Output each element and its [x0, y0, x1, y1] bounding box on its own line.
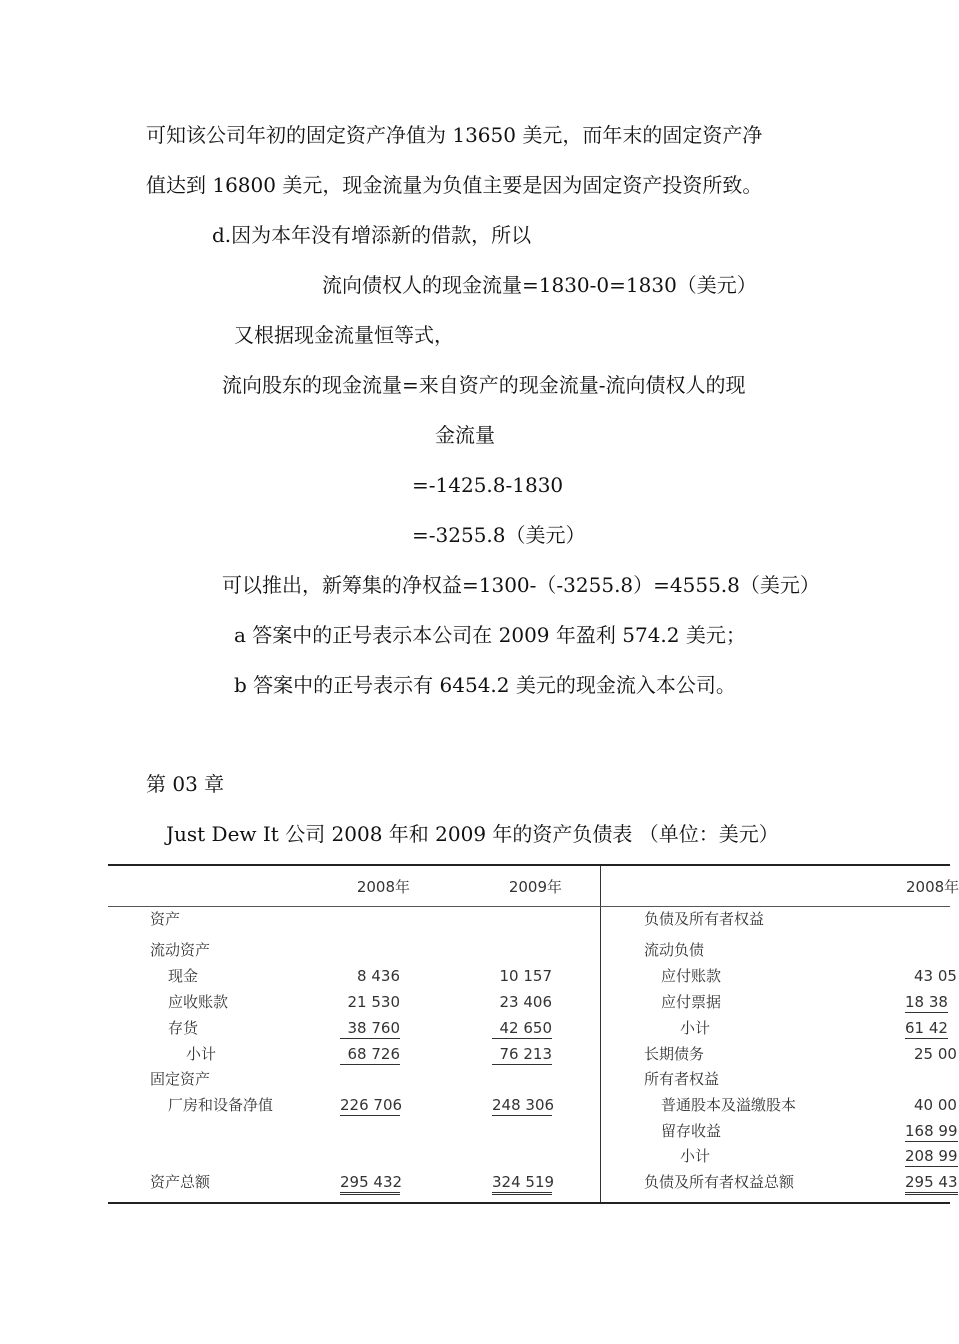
receivables-2008: 21 530 [347, 993, 400, 1011]
balance-sheet-table [108, 864, 959, 1204]
retained-earnings-2008: 168 99 [905, 1122, 958, 1140]
current-subtotal-2008: 68 726 [340, 1044, 400, 1065]
paragraph-line-4: 流向债权人的现金流量=1830-0=1830（美元） [322, 273, 757, 297]
table-title: Just Dew It 公司 2008 年和 2009 年的资产负债表 （单位：美元） [166, 822, 779, 846]
equity-subtotal-label: 小计 [680, 1147, 711, 1165]
notes-2008: 18 38 [905, 993, 948, 1011]
notes-label: 应付票据 [661, 993, 722, 1011]
payables-label: 应付账款 [661, 967, 722, 985]
inventory-2008: 38 760 [340, 1018, 400, 1039]
liab-subtotal-2008: 61 42 [905, 1019, 948, 1037]
header-2009-left: 2009年 [508, 878, 562, 896]
paragraph-line-9: =-3255.8（美元） [412, 523, 586, 547]
paragraph-line-12: b 答案中的正号表示有 6454.2 美元的现金流入本公司。 [234, 673, 736, 697]
cash-2009: 10 157 [499, 967, 552, 985]
liab-subtotal-label: 小计 [680, 1019, 711, 1037]
inventory-label: 存货 [168, 1019, 199, 1037]
liab-equity-label: 负债及所有者权益 [644, 910, 765, 928]
paragraph-line-7: 金流量 [435, 423, 495, 447]
total-assets-2008: 295 432 [340, 1172, 400, 1195]
header-2008-left: 2008年 [356, 878, 410, 896]
cash-label: 现金 [168, 967, 199, 985]
header-divider [108, 906, 950, 907]
receivables-label: 应收账款 [168, 993, 229, 1011]
ppe-label: 厂房和设备净值 [168, 1096, 274, 1114]
retained-earnings-label: 留存收益 [661, 1122, 722, 1140]
lt-debt-2008: 25 00 [914, 1045, 957, 1063]
paragraph-line-1: 可知该公司年初的固定资产净值为 13650 美元，而年末的固定资产净 [146, 123, 763, 147]
lt-debt-label: 长期债务 [644, 1045, 705, 1063]
chapter-heading: 第 03 章 [146, 772, 225, 796]
paragraph-line-5: 又根据现金流量恒等式， [234, 323, 454, 347]
current-liab-label: 流动负债 [644, 941, 705, 959]
cash-2008: 8 436 [357, 967, 400, 985]
ppe-2009: 248 306 [492, 1096, 555, 1114]
receivables-2009: 23 406 [499, 993, 552, 1011]
paragraph-line-2: 值达到 16800 美元，现金流量为负值主要是因为固定资产投资所致。 [146, 173, 763, 197]
current-subtotal-2009: 76 213 [492, 1044, 552, 1065]
equity-label: 所有者权益 [644, 1070, 720, 1088]
total-liab-equity-2008: 295 43 [905, 1172, 958, 1195]
ppe-2008: 226 706 [340, 1096, 403, 1114]
total-liab-equity-label: 负债及所有者权益总额 [644, 1173, 795, 1191]
fixed-assets-label: 固定资产 [150, 1070, 211, 1088]
paragraph-line-6: 流向股东的现金流量=来自资产的现金流量-流向债权人的现 [222, 373, 746, 397]
paragraph-line-3: d.因为本年没有增添新的借款，所以 [212, 223, 532, 247]
paragraph-line-11: a 答案中的正号表示本公司在 2009 年盈利 574.2 美元； [234, 623, 746, 647]
paragraph-line-10: 可以推出，新筹集的净权益=1300-（-3255.8）=4555.8（美元） [222, 573, 820, 597]
paragraph-line-8: =-1425.8-1830 [412, 473, 564, 497]
total-assets-label: 资产总额 [150, 1173, 211, 1191]
header-2008-right: 2008年 [906, 878, 959, 896]
payables-2008: 43 05 [914, 967, 957, 985]
current-assets-label: 流动资产 [150, 941, 211, 959]
current-subtotal-label: 小计 [186, 1045, 217, 1063]
common-stock-label: 普通股本及溢缴股本 [661, 1096, 797, 1114]
equity-subtotal-2008: 208 99 [905, 1147, 958, 1165]
assets-label: 资产 [150, 910, 181, 928]
inventory-2009: 42 650 [492, 1018, 552, 1039]
common-stock-2008: 40 00 [914, 1096, 957, 1114]
column-divider [600, 866, 601, 1202]
total-assets-2009: 324 519 [492, 1172, 552, 1195]
